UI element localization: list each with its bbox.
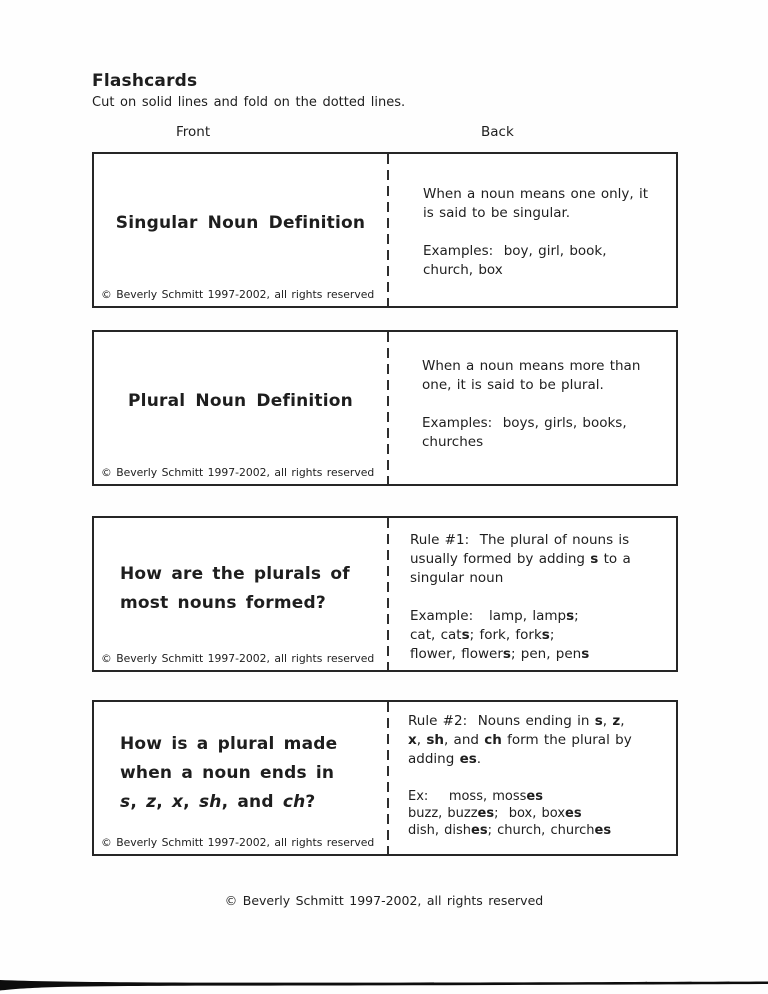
flashcard-back <box>389 154 676 306</box>
flashcard-copyright: © Beverly Schmitt 1997-2002, all rights reserved <box>101 288 375 301</box>
flashcard-back-text: Examples: boy, girl, book, church, box <box>423 243 607 278</box>
back-column-label: Back <box>481 124 514 140</box>
flashcard-front-title: How are the plurals of most nouns formed? <box>120 564 350 613</box>
scan-line-shape <box>0 980 768 991</box>
flashcard-back <box>389 702 676 854</box>
page-edge-scan-artifact <box>0 972 768 994</box>
flashcard-front <box>94 332 387 484</box>
flashcard-back-text: Examples: boys, girls, books, churches <box>422 415 627 450</box>
flashcard-back <box>389 518 676 670</box>
flashcard <box>92 330 678 486</box>
flashcard-back <box>389 332 676 484</box>
flashcard-back-text: When a noun means one only, it is said to be singular. <box>423 186 649 221</box>
flashcard-back-text: Rule #1: The plural of nouns is usually formed by adding s to a singular noun <box>410 532 631 586</box>
flashcard-front-title: Singular Noun Definition <box>115 212 366 233</box>
flashcard-front-title: Plural Noun Definition <box>128 390 353 411</box>
flashcard <box>92 700 678 856</box>
page-instructions: Cut on solid lines and fold on the dotted lines. <box>92 95 406 110</box>
flashcard <box>92 516 678 672</box>
flashcard-copyright: © Beverly Schmitt 1997-2002, all rights reserved <box>101 466 375 479</box>
flashcard-back-text: Ex: moss, mosses buzz, buzzes; box, boxes dish, dishes; church, churches <box>408 789 612 838</box>
page-title: Flashcards <box>92 71 198 91</box>
page-footer-copyright: © Beverly Schmitt 1997-2002, all rights reserved <box>224 893 544 908</box>
flashcard-back-text: Example: lamp, lamps; cat, cats; fork, forks; flower, flowers; pen, pens <box>410 608 590 662</box>
flashcard-back-text: Rule #2: Nouns ending in s, z, x, sh, and ch form the plural by adding es. <box>408 713 632 767</box>
flashcards-list <box>92 152 678 856</box>
flashcard-front-title: How is a plural made when a noun ends in s, z, x, sh, and ch? <box>120 733 338 812</box>
flashcard <box>92 152 678 308</box>
front-column-label: Front <box>176 124 211 140</box>
flashcard-copyright: © Beverly Schmitt 1997-2002, all rights reserved <box>101 836 375 849</box>
flashcard-back-text: When a noun means more than one, it is said to be plural. <box>422 358 641 393</box>
flashcard-front <box>94 518 387 670</box>
flashcard-front <box>94 154 387 306</box>
flashcard-front <box>94 702 387 854</box>
flashcard-copyright: © Beverly Schmitt 1997-2002, all rights reserved <box>101 652 375 665</box>
